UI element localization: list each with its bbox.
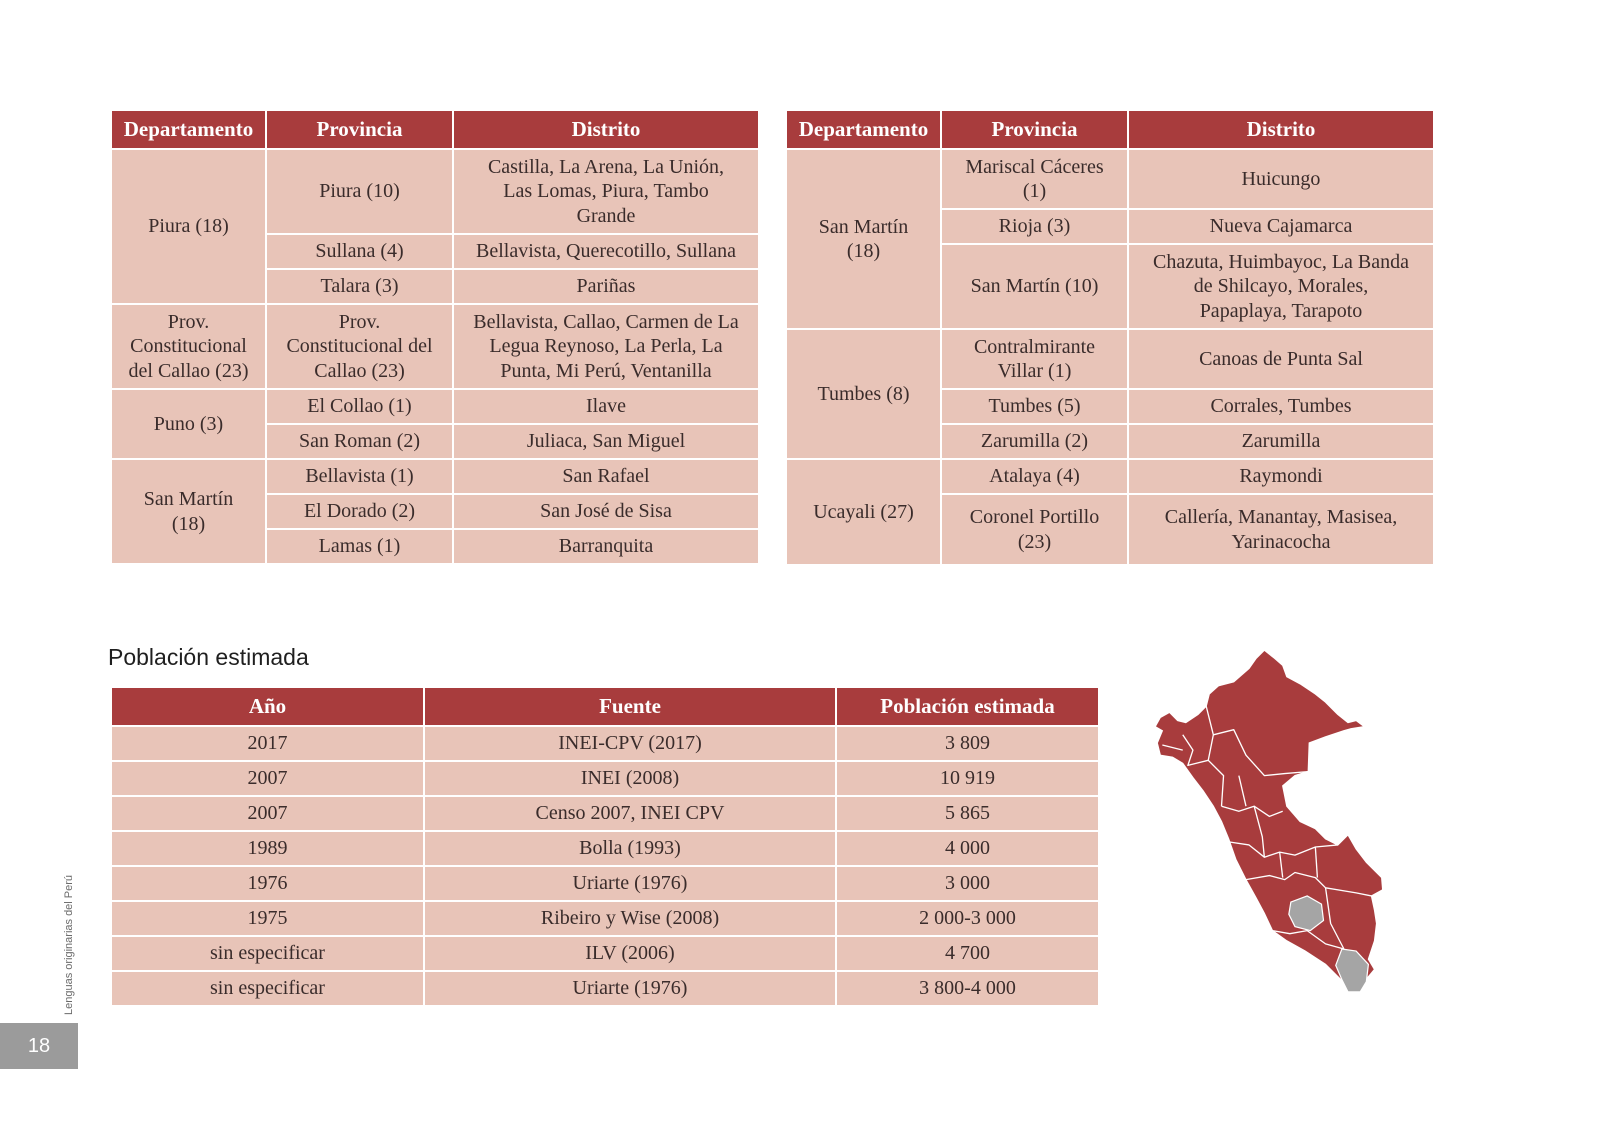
source-cell: Censo 2007, INEI CPV (424, 796, 836, 831)
source-cell: Ribeiro y Wise (2008) (424, 901, 836, 936)
page-number: 18 (0, 1023, 78, 1069)
distrito-cell: Ilave (453, 389, 759, 424)
table-row (111, 831, 1099, 866)
provincia-cell: El Dorado (2) (266, 494, 453, 529)
district-table-right (785, 109, 1435, 566)
source-cell: Uriarte (1976) (424, 971, 836, 1006)
departamento-cell: Prov. Constitucional del Callao (23) (111, 304, 266, 389)
table-row (111, 901, 1099, 936)
year-cell: sin especificar (111, 936, 424, 971)
table-row (111, 971, 1099, 1006)
year-cell: 1989 (111, 831, 424, 866)
source-cell: Bolla (1993) (424, 831, 836, 866)
distrito-cell: Raymondi (1128, 459, 1434, 494)
distrito-cell: Zarumilla (1128, 424, 1434, 459)
population-cell: 4 000 (836, 831, 1099, 866)
population-cell: 3 000 (836, 866, 1099, 901)
distrito-cell: Barranquita (453, 529, 759, 564)
table-row (111, 936, 1099, 971)
table-row (111, 726, 1099, 761)
year-cell: 1975 (111, 901, 424, 936)
header-fuente: Fuente (424, 687, 836, 726)
population-cell: 10 919 (836, 761, 1099, 796)
source-cell: INEI-CPV (2017) (424, 726, 836, 761)
population-table (110, 686, 1100, 1007)
distrito-cell: San Rafael (453, 459, 759, 494)
year-cell: 2007 (111, 761, 424, 796)
distrito-cell: Bellavista, Callao, Carmen de La Legua Reynoso, La Perla, La Punta, Mi Perú, Ventanilla (453, 304, 759, 389)
provincia-cell: Lamas (1) (266, 529, 453, 564)
header-poblacion: Población estimada (836, 687, 1099, 726)
year-cell: 1976 (111, 866, 424, 901)
source-cell: INEI (2008) (424, 761, 836, 796)
header-departamento: Departamento (786, 110, 941, 149)
population-cell: 2 000-3 000 (836, 901, 1099, 936)
provincia-cell: Atalaya (4) (941, 459, 1128, 494)
departamento-cell: San Martín (18) (111, 459, 266, 564)
provincia-cell: Coronel Portillo (23) (941, 494, 1128, 565)
provincia-cell: Tumbes (5) (941, 389, 1128, 424)
distrito-cell: Huicungo (1128, 149, 1434, 209)
header-departamento: Departamento (111, 110, 266, 149)
year-cell: sin especificar (111, 971, 424, 1006)
provincia-cell: Rioja (3) (941, 209, 1128, 244)
departamento-cell: Piura (18) (111, 149, 266, 304)
header-provincia: Provincia (941, 110, 1128, 149)
peru-outline (1155, 650, 1382, 992)
table-row (111, 761, 1099, 796)
header-provincia: Provincia (266, 110, 453, 149)
distrito-cell: Nueva Cajamarca (1128, 209, 1434, 244)
table-row (111, 866, 1099, 901)
running-footer-title: Lenguas originarias del Perú (63, 874, 75, 1015)
distrito-cell: Canoas de Punta Sal (1128, 329, 1434, 389)
table-row (111, 796, 1099, 831)
provincia-cell: Prov. Constitucional del Callao (23) (266, 304, 453, 389)
distrito-cell: Castilla, La Arena, La Unión, Las Lomas, Piura, Tambo Grande (453, 149, 759, 234)
year-cell: 2017 (111, 726, 424, 761)
source-cell: Uriarte (1976) (424, 866, 836, 901)
departamento-cell: Puno (3) (111, 389, 266, 459)
provincia-cell: Mariscal Cáceres (1) (941, 149, 1128, 209)
provincia-cell: Zarumilla (2) (941, 424, 1128, 459)
population-section-title: Población estimada (108, 644, 309, 670)
departamento-cell: San Martín (18) (786, 149, 941, 329)
header-distrito: Distrito (453, 110, 759, 149)
distrito-cell: Chazuta, Huimbayoc, La Banda de Shilcayo, Morales, Papaplaya, Tarapoto (1128, 244, 1434, 329)
provincia-cell: Contralmirante Villar (1) (941, 329, 1128, 389)
distrito-cell: Corrales, Tumbes (1128, 389, 1434, 424)
header-ano: Año (111, 687, 424, 726)
population-cell: 5 865 (836, 796, 1099, 831)
population-cell: 3 809 (836, 726, 1099, 761)
distrito-cell: Bellavista, Querecotillo, Sullana (453, 234, 759, 269)
provincia-cell: Talara (3) (266, 269, 453, 304)
distrito-cell: Pariñas (453, 269, 759, 304)
distrito-cell: San José de Sisa (453, 494, 759, 529)
distrito-cell: Callería, Manantay, Masisea, Yarinacocha (1128, 494, 1434, 565)
header-distrito: Distrito (1128, 110, 1434, 149)
provincia-cell: El Collao (1) (266, 389, 453, 424)
population-cell: 4 700 (836, 936, 1099, 971)
source-cell: ILV (2006) (424, 936, 836, 971)
peru-map (1147, 643, 1397, 1000)
distrito-cell: Juliaca, San Miguel (453, 424, 759, 459)
provincia-cell: Bellavista (1) (266, 459, 453, 494)
provincia-cell: Sullana (4) (266, 234, 453, 269)
year-cell: 2007 (111, 796, 424, 831)
provincia-cell: Piura (10) (266, 149, 453, 234)
district-table-left (110, 109, 760, 565)
population-cell: 3 800-4 000 (836, 971, 1099, 1006)
departamento-cell: Tumbes (8) (786, 329, 941, 459)
departamento-cell: Ucayali (27) (786, 459, 941, 565)
provincia-cell: San Roman (2) (266, 424, 453, 459)
provincia-cell: San Martín (10) (941, 244, 1128, 329)
